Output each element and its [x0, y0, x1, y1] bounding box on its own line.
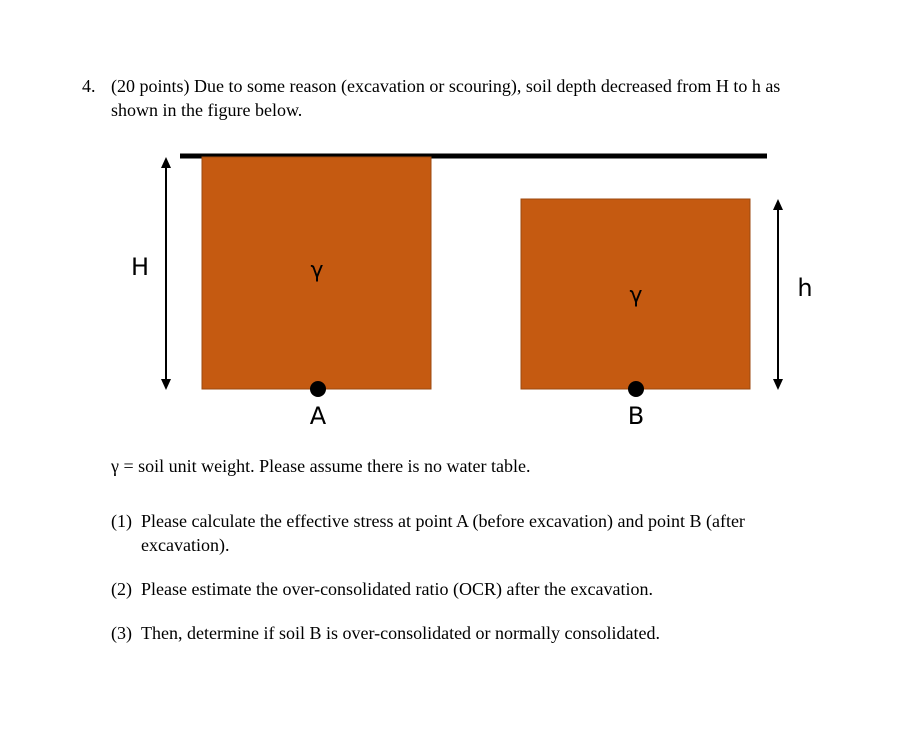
subquestion-number: (1) [111, 511, 132, 531]
height-H-label: H [130, 253, 150, 281]
subquestion-text: Please estimate the over-consolidated ratio (OCR) after the excavation. [141, 579, 653, 599]
gamma-symbol-left: γ [310, 258, 324, 283]
point-A-label: A [309, 402, 327, 430]
point-A-marker [310, 381, 326, 397]
point-B-marker [628, 381, 644, 397]
subquestion-3 [111, 621, 811, 645]
height-h-arrow [773, 199, 783, 390]
subquestion-text: Please calculate the effective stress at point A (before excavation) and point B (after excavation). [141, 511, 745, 555]
subquestion-number: (3) [111, 623, 132, 643]
subquestion-1 [111, 509, 811, 557]
question-text: (20 points) Due to some reason (excavation or scouring), soil depth decreased from H to h as shown in the figure below. [111, 76, 781, 120]
unit-weight-definition: γ = soil unit weight. Please assume there is no water table. [111, 456, 531, 476]
height-h-label: h [797, 274, 813, 302]
subquestion-2 [111, 577, 811, 601]
subquestion-number: (2) [111, 579, 132, 599]
point-B-label: B [627, 402, 645, 430]
gamma-symbol-right: γ [629, 283, 643, 308]
subquestion-text: Then, determine if soil B is over-consolidated or normally consolidated. [141, 623, 661, 643]
height-H-arrow [161, 157, 171, 390]
question-number: 4. [82, 76, 96, 96]
